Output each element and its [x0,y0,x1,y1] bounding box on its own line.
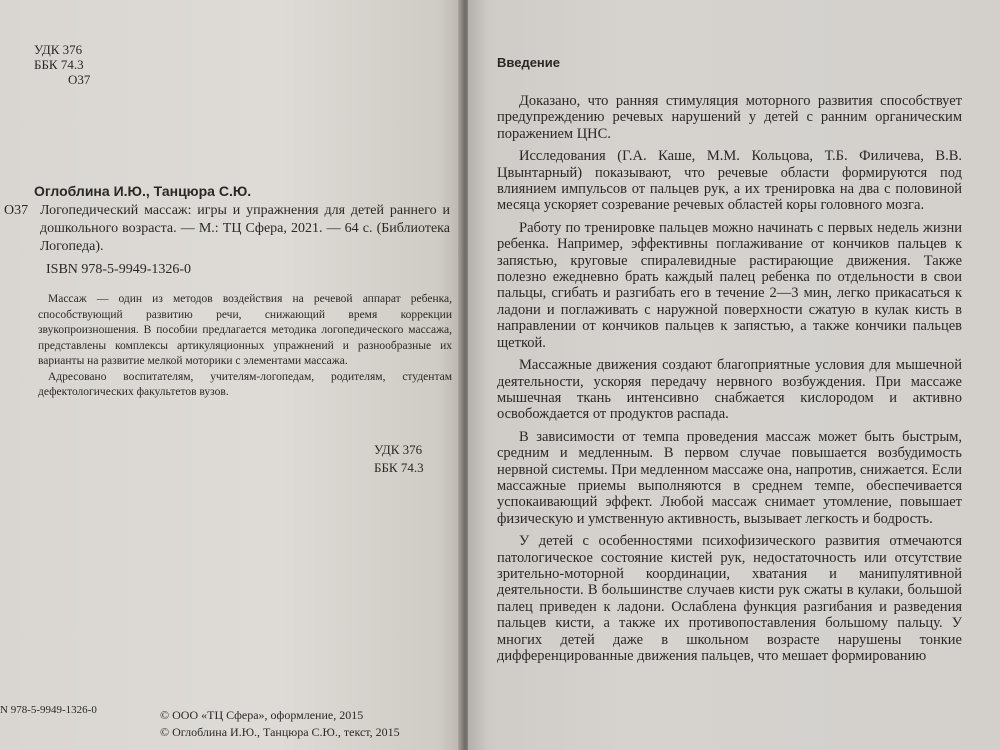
paragraph: Исследования (Г.А. Каше, М.М. Кольцова, Т.Б. Филичева, В.В. Цвынтарный) показывают, что речевые области формируются под влиянием импульсов от пальцев рук, а их тренировка на два с половиной месяца ускоряет созревание речевых областей коры головного мозга. [497,148,962,214]
body-text [497,93,962,670]
paragraph: У детей с особенностями психофизического развития отмечаются патологическое состояние кистей рук, недостаточность или отсутствие зрительно-моторной координации, хватания и манипулятивной деятельности. В большинстве случаев кисти рук сжаты в кулаки, большой палец приведен к ладони. Ослаблена функция разгибания и разведения пальцев кисти, а также их противопоставления большому пальцу. У многих детей даже в школьном возрасте нарушены тонкие дифференцированные движения пальцев, что мешает формированию [497,533,962,664]
udk-code: УДК 376 [374,442,423,457]
authors: Оглоблина И.Ю., Танцюра С.Ю. [34,183,252,199]
copyright [160,707,400,741]
bibliographic-description: Логопедический массаж: игры и упражнения для детей раннего и дошкольного возраста. — М.: ТЦ Сфера, 2021. — 64 с. (Библиотека Логопеда). [40,203,450,254]
isbn: ISBN 978-5-9949-1326-0 [46,262,192,277]
copyright-line: © Оглоблина И.Ю., Танцюра С.Ю., текст, 2015 [160,725,400,739]
paragraph: Массажные движения создают благоприятные условия для мышечной деятельности, ускоряя передачу нервного возбуждения. При массаже мышечная ткань интенсивно снабжается кислородом и активно освобождается от продуктов распада. [497,357,962,423]
paragraph: В зависимости от темпа проведения массаж может быть быстрым, средним и медленным. В первом случае повышается возбудимость нервной системы. При медленном массаже она, напротив, снижается. Если массажные приемы выполняются в среднем темпе, обеспечивается успокаивающий эффект. Любой массаж снимает утомление, повышает физическую и умственную активность, вызывает легкость и бодрость. [497,428,962,527]
udk-classification-middle [374,441,424,477]
udk-classification-top [34,42,90,87]
isbn-bottom: N 978-5-9949-1326-0 [0,704,97,716]
left-page [0,0,462,750]
page-heading: Введение [497,55,560,70]
bbk-code: ББК 74.3 [34,57,84,72]
author-sign-code: О37 [68,72,91,87]
annotation-paragraph: Массаж — один из методов воздействия на речевой аппарат ребенка, способствующий развитию речи, снижающий время коррекции звукопроизношения. В пособии предлагается методика логопедического массажа, представлены комплексы артикуляционных упражнений и разнообразные их варианты на развитие мелкой моторики с элементами массажа. [38,293,452,367]
author-sign: О37 [4,203,29,218]
paragraph: Доказано, что ранняя стимуляция моторного развития способствует предупреждению речевых нарушений у детей с ранним органическим поражением ЦНС. [497,93,962,142]
annotation [38,292,452,401]
copyright-line: © ООО «ТЦ Сфера», оформление, 2015 [160,708,364,722]
bbk-code: ББК 74.3 [374,460,424,475]
annotation-paragraph: Адресовано воспитателям, учителям-логопедам, родителям, студентам дефектологических факультетов вузов. [38,370,452,398]
udk-code: УДК 376 [34,42,83,57]
paragraph: Работу по тренировке пальцев можно начинать с первых недель жизни ребенка. Например, эффективны поглаживание от кончиков пальцев к запястью, круговые спиралевидные растирающие движения. Также полезно ежедневно брать каждый палец ребенка по отдельности в свои пальцы, сгибать и разгибать его в течение 2—3 мин, легко прикасаться к ладони и поглаживать с наружной поверхности сжатую в кулак кисть в направлении от кончиков пальцев к запястью, а также кончики пальцев щеткой. [497,219,962,351]
